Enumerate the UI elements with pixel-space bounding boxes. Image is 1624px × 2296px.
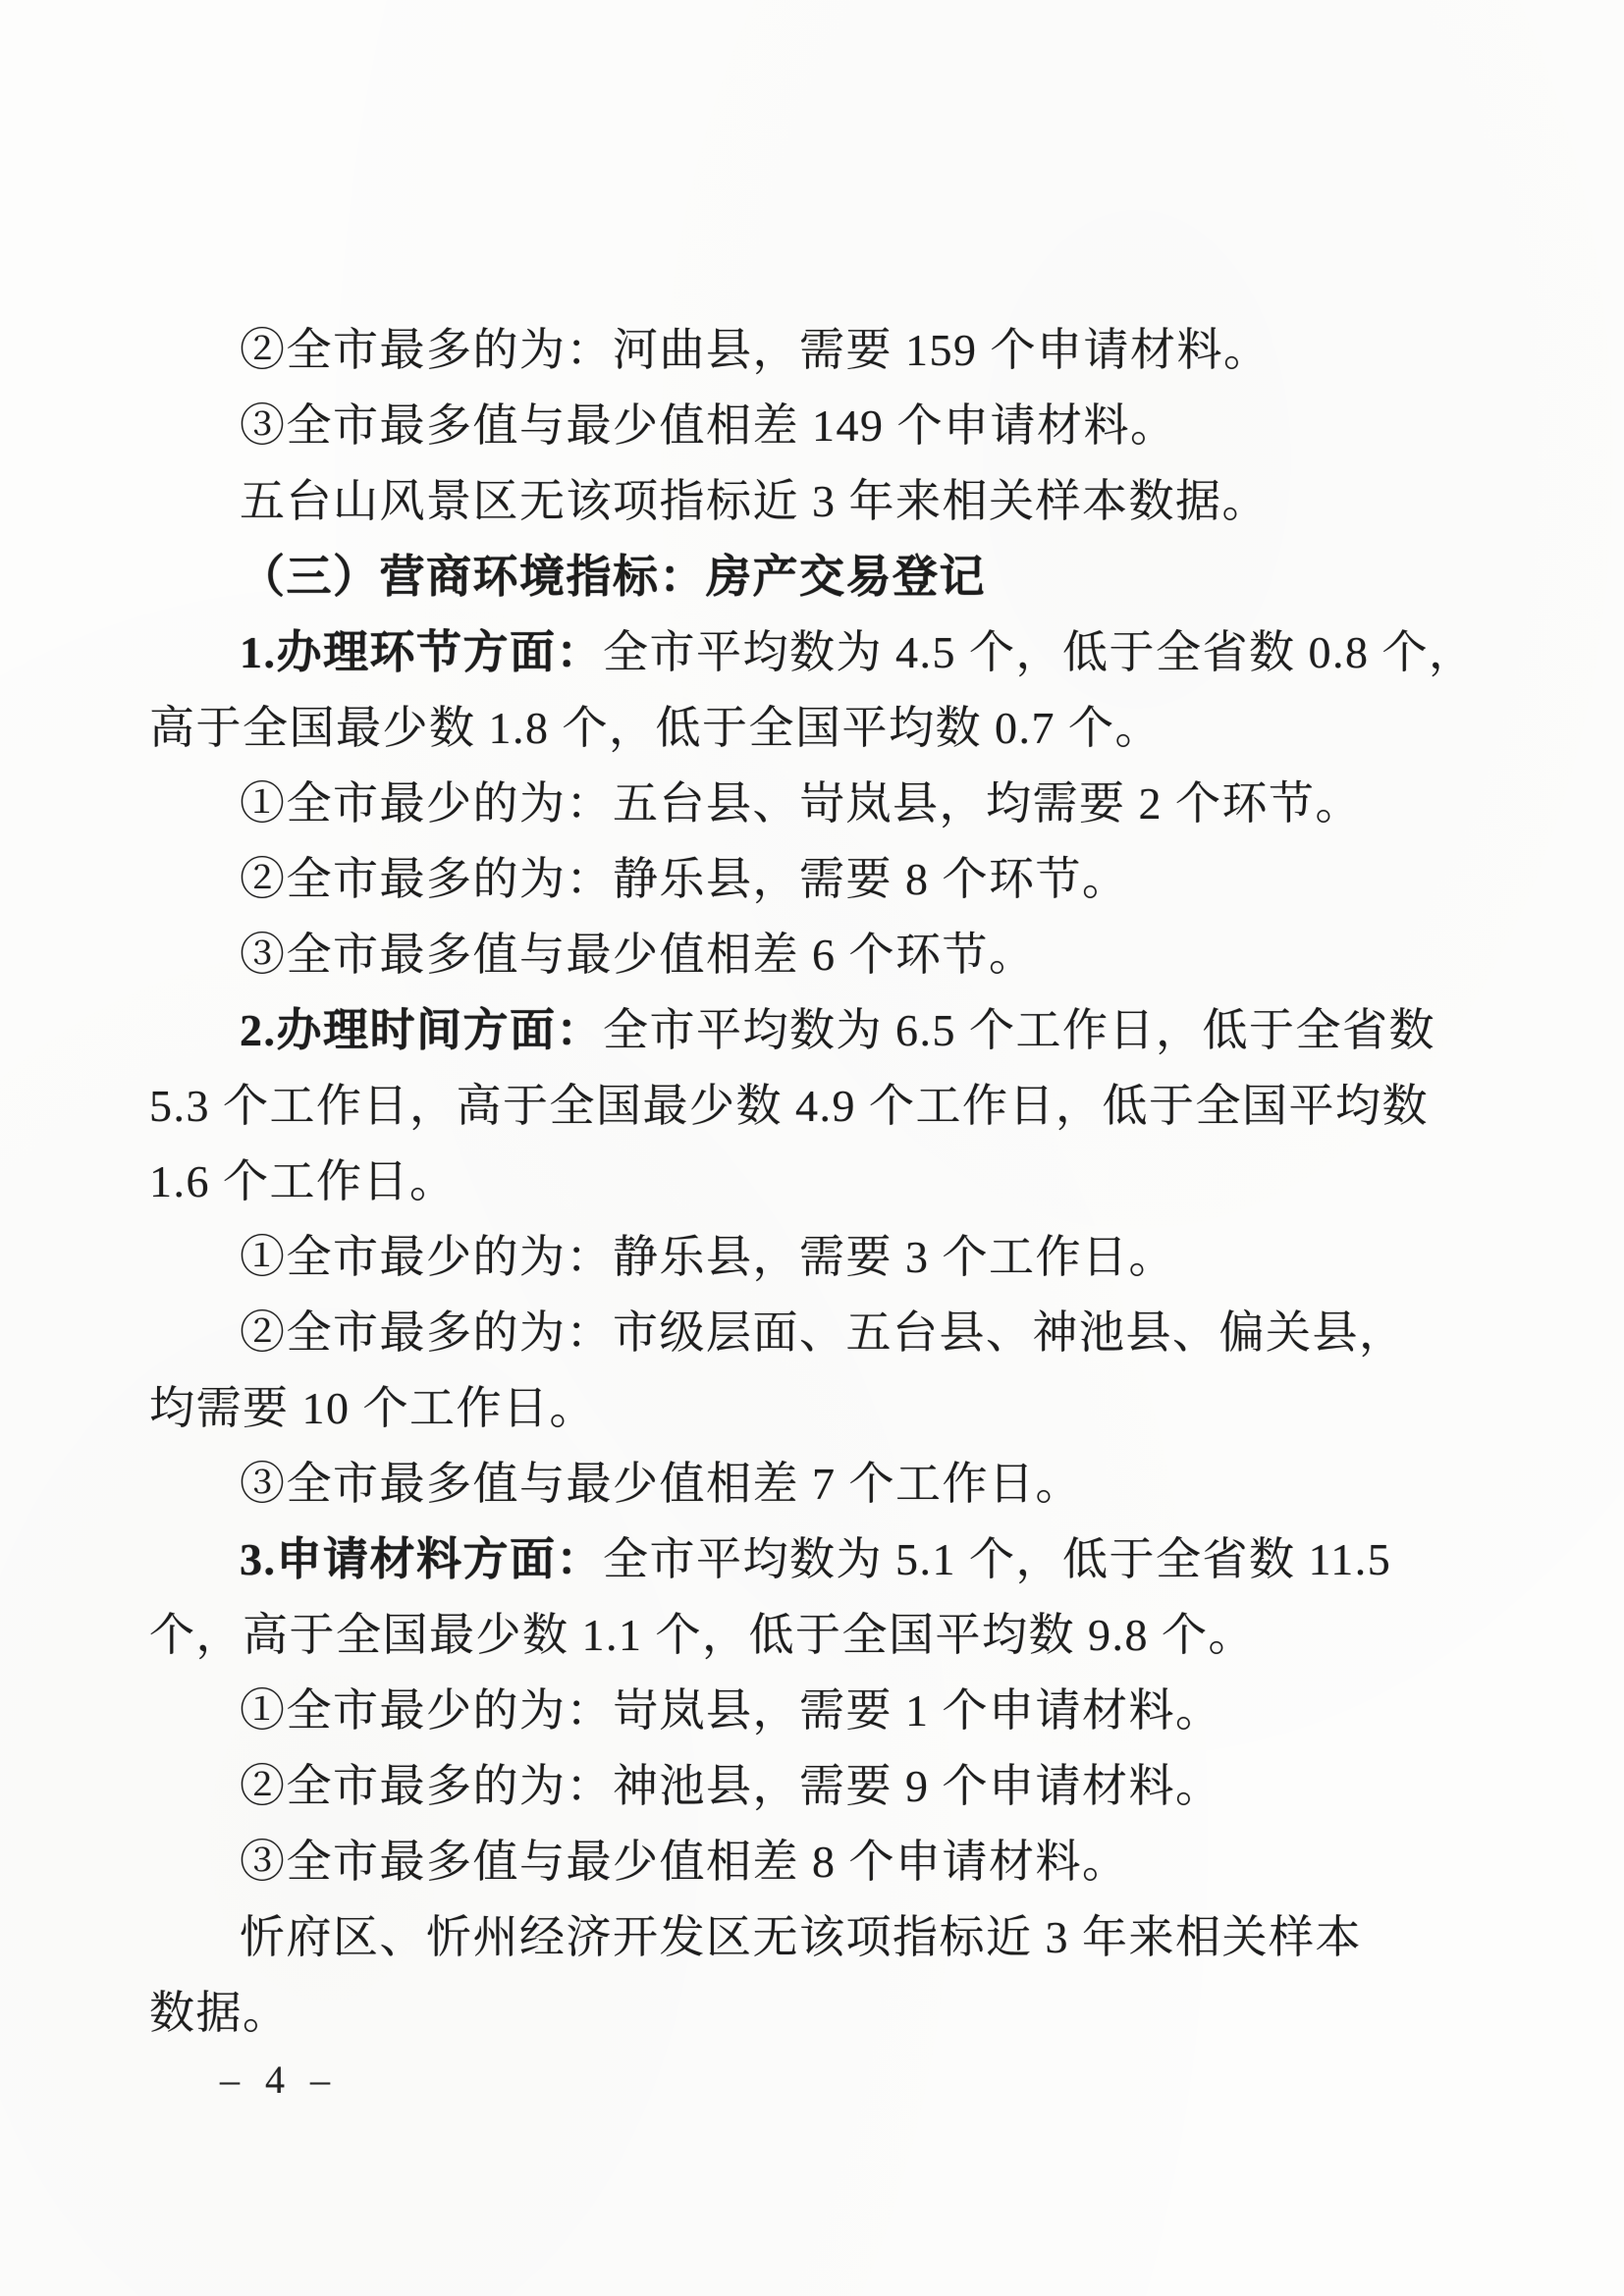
paragraph-text: ②全市最多的为：神池县，需要 9 个申请材料。: [240, 1761, 1222, 1811]
paragraph-line: [149, 1219, 1487, 1295]
paragraph-lead: 2.办理时间方面：: [240, 1005, 603, 1055]
page-number: – 4 –: [220, 2057, 338, 2102]
paragraph-lead: 1.办理环节方面：: [240, 627, 603, 677]
paragraph-text: 个，高于全国最少数 1.1 个，低于全国平均数 9.8 个。: [149, 1610, 1255, 1660]
paragraph-text: ①全市最少的为：五台县、岢岚县，均需要 2 个环节。: [240, 778, 1362, 828]
paragraph-text: 高于全国最少数 1.8 个，低于全国平均数 0.7 个。: [149, 703, 1162, 753]
paragraph-text: 全市平均数为 5.1 个，低于全省数 11.5: [603, 1534, 1392, 1584]
paragraph-line: [149, 1295, 1487, 1370]
document-body: [149, 312, 1487, 2051]
paragraph-line: [149, 841, 1487, 917]
paragraph-text: 忻府区、忻州经济开发区无该项指标近 3 年来相关样本: [240, 1912, 1362, 1962]
section-heading-text: （三）营商环境指标：房产交易登记: [240, 552, 986, 602]
section-heading: [149, 539, 1487, 614]
paragraph-line: [149, 690, 1487, 766]
paragraph-line: [149, 1748, 1487, 1824]
paragraph-text: ①全市最少的为：岢岚县，需要 1 个申请材料。: [240, 1685, 1222, 1735]
paragraph-line: [149, 614, 1487, 690]
paragraph-line: [149, 312, 1487, 388]
paragraph-text: 全市平均数为 6.5 个工作日，低于全省数: [603, 1005, 1435, 1055]
paragraph-text: 5.3 个工作日，高于全国最少数 4.9 个工作日，低于全国平均数: [149, 1081, 1429, 1131]
paragraph-text: ③全市最多值与最少值相差 149 个申请材料。: [240, 400, 1177, 451]
paragraph-line: [149, 1597, 1487, 1673]
paragraph-line: [149, 992, 1487, 1068]
paragraph-text: ③全市最多值与最少值相差 7 个工作日。: [240, 1459, 1082, 1509]
paragraph-text: ③全市最多值与最少值相差 6 个环节。: [240, 930, 1036, 980]
paragraph-text: 1.6 个工作日。: [149, 1156, 457, 1206]
paragraph-line: [149, 388, 1487, 463]
paragraph-line: [149, 1446, 1487, 1522]
paragraph-text: ②全市最多的为：静乐县，需要 8 个环节。: [240, 854, 1129, 904]
paragraph-line: [149, 463, 1487, 539]
paragraph-text: ②全市最多的为：市级层面、五台县、神池县、偏关县，: [240, 1308, 1406, 1358]
paragraph-line: [149, 1899, 1487, 1975]
paragraph-line: [149, 1144, 1487, 1219]
paragraph-text: 五台山风景区无该项指标近 3 年来相关样本数据。: [240, 476, 1269, 526]
paragraph-text: 均需要 10 个工作日。: [149, 1383, 596, 1433]
paragraph-text: ③全市最多值与最少值相差 8 个申请材料。: [240, 1837, 1129, 1887]
paragraph-line: [149, 917, 1487, 992]
paragraph-line: [149, 1824, 1487, 1899]
paragraph-line: [149, 1068, 1487, 1144]
paragraph-line: [149, 1522, 1487, 1597]
paragraph-text: 全市平均数为 4.5 个，低于全省数 0.8 个，: [603, 627, 1476, 677]
paragraph-line: [149, 1673, 1487, 1748]
paragraph-line: [149, 766, 1487, 841]
paragraph-lead: 3.申请材料方面：: [240, 1534, 603, 1584]
paragraph-text: 数据。: [149, 1988, 290, 2038]
paragraph-line: [149, 1975, 1487, 2051]
paragraph-text: ①全市最少的为：静乐县，需要 3 个工作日。: [240, 1232, 1175, 1282]
paragraph-line: [149, 1370, 1487, 1446]
paragraph-text: ②全市最多的为：河曲县，需要 159 个申请材料。: [240, 325, 1271, 375]
